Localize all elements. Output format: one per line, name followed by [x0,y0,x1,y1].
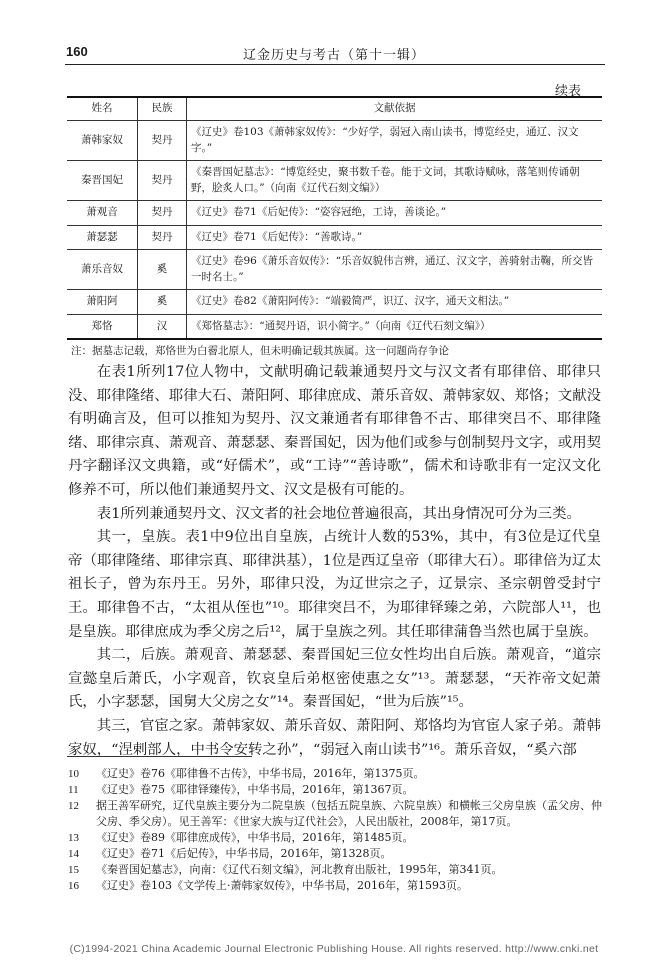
footnotes [68,766,603,894]
table-row [67,250,602,290]
footnote-text: 《辽史》卷103《文学传上·萧韩家奴传》，中华书局，2016年，第1593页。 [96,879,468,892]
cell-name: 萧观音 [67,201,138,226]
cell-ethnicity: 汉 [138,314,187,339]
table-row [67,225,602,250]
page-number: 160 [66,44,88,59]
footnote-text: 《辽史》卷76《耶律鲁不古传》，中华书局，2016年，第1375页。 [96,767,425,780]
footnote [68,878,603,894]
table-row [67,290,602,315]
cell-ethnicity: 奚 [138,290,187,315]
footnote [68,862,603,878]
footnote-number: 15 [68,864,79,876]
footnote-text: 《辽史》卷89《耶律庶成传》，中华书局，2016年，第1485页。 [96,831,414,844]
footnote-rule [67,756,252,757]
footnote [68,766,603,782]
cell-source: 《辽史》卷71《后妃传》：“善歌诗。” [187,225,603,250]
footnote-number: 10 [68,768,79,780]
body-paragraph: 表1所列兼通契丹文、汉文者的社会地位普遍很高，其出身情况可分为三类。 [96,505,581,522]
body-text [68,361,601,762]
cell-name: 郑恪 [67,314,138,339]
continued-label: 续表 [555,84,582,99]
table-header-row [67,97,602,121]
column-header-ethnicity: 民族 [138,97,187,121]
footnote-text: 《辽史》卷71《后妃传》，中华书局，2016年，第1328页。 [96,847,392,860]
table-row [67,121,602,161]
table-row [67,161,602,201]
column-header-source: 文献依据 [187,97,603,121]
cell-name: 萧韩家奴 [67,121,138,161]
body-paragraph: 在表1所列17位人物中，文献明确记载兼通契丹文与汉文者有耶律倍、耶律只没、耶律隆绪、耶律大石、萧阳阿、耶律庶成、萧乐音奴、萧韩家奴、郑恪；文献没有明确言及，但可以推知为契丹、汉文兼通者有耶律鲁不古、耶律突吕不、耶律隆绪、耶律宗真、萧观音、萧瑟瑟、秦晋国妃，因为他们或参与创制契丹文字，或用契丹字翻译汉文典籍，或“好儒术”，或“工诗”“善诗歌”，儒术和诗歌非有一定汉文化修养不可，所以他们兼通契丹文、汉文是极有可能的。 [68,364,601,498]
cell-source: 《辽史》卷96《萧乐音奴传》：“乐音奴貌伟言辨，通辽、汉文字，善骑射击鞠，所交皆一时名士。” [187,250,603,290]
cell-ethnicity: 奚 [138,250,187,290]
cell-name: 秦晋国妃 [67,161,138,201]
cell-source: 《秦晋国妃墓志》：“博览经史，聚书数千卷。能于文词，其歌诗赋咏，落笔则传诵朝野，脍炙人口。”（向南《辽代石刻文编》） [187,161,603,201]
footnote [68,798,603,830]
cell-source: 《辽史》卷82《萧阳阿传》：“端毅简严，识辽、汉字，通天文相法。” [187,290,603,315]
cell-name: 萧乐音奴 [67,250,138,290]
cell-ethnicity: 契丹 [138,201,187,226]
header-rule [65,64,605,65]
cell-source: 《辽史》卷103《萧韩家奴传》：“少好学，弱冠入南山读书，博览经史，通辽、汉文字。” [187,121,603,161]
table-row [67,201,602,226]
cell-name: 萧瑟瑟 [67,225,138,250]
footnote [68,830,603,846]
body-paragraph: 其一，皇族。表1中9位出自皇族，占统计人数的53%，其中，有3位是辽代皇帝（耶律隆绪、耶律宗真、耶律洪基），1位是西辽皇帝（耶律大石）。耶律倍为辽太祖长子，曾为东丹王。另外，耶律只没，为辽世宗之子，辽景宗、圣宗朝曾受封宁王。耶律鲁不古，“太祖从侄也”¹⁰。耶律突吕不，为耶律铎臻之弟，六院部人¹¹，也是皇族。耶律庶成为季父房之后¹²，属于皇族之列。其任耶律蒲鲁当然也属于皇族。 [68,529,601,640]
copyright-footer: (C)1994-2021 China Academic Journal Electronic Publishing House. All rights reserved. http://www.cnki.net [69,943,599,955]
footnote-number: 16 [68,880,79,892]
footnote-text: 《秦晋国妃墓志》，向南：《辽代石刻文编》，河北教育出版社，1995年，第341页。 [96,863,503,876]
footnote [68,846,603,862]
footnote-text: 据王善军研究，辽代皇族主要分为二院皇族（包括五院皇族、六院皇族）和横帐三父房皇族（孟父房、仲父房、季父房）。见王善军：《世家大族与辽代社会》，人民出版社，2008年，第17页。 [96,799,602,828]
footnote-text: 《辽史》卷75《耶律铎臻传》，中华书局，2016年，第1367页。 [96,783,414,796]
footnote-number: 11 [68,784,79,796]
body-paragraph: 其二，后族。萧观音、萧瑟瑟、秦晋国妃三位女性均出自后族。萧观音，“道宗宣懿皇后萧氏，小字观音，钦哀皇后弟枢密使惠之女”¹³。萧瑟瑟，“天祚帝文妃萧氏，小字瑟瑟，国舅大父房之女”¹⁴。秦晋国妃，“世为后族”¹⁵。 [68,647,601,711]
cell-name: 萧阳阿 [67,290,138,315]
cell-ethnicity: 契丹 [138,121,187,161]
footnote [68,782,603,798]
footnote-number: 12 [68,800,79,812]
cell-source: 《辽史》卷71《后妃传》：“姿容冠绝，工诗，善谈论。” [187,201,603,226]
table-body [67,121,602,340]
footnote-number: 14 [68,848,79,860]
cell-source: 《郑恪墓志》：“通契丹语，识小简字。”（向南《辽代石刻文编》） [187,314,603,339]
column-header-name: 姓名 [67,97,138,121]
table-note: 注：据墓志记载，郑恪世为白霫北原人，但未明确记载其族属。这一问题尚存争论 [71,345,449,357]
cell-ethnicity: 契丹 [138,161,187,201]
source-table [67,96,602,340]
footnote-number: 13 [68,832,79,844]
table-row [67,314,602,339]
body-paragraph: 其三，官宦之家。萧韩家奴、萧乐音奴、萧阳阿、郑恪均为官宦人家子弟。萧韩家奴，“涅剌部人，中书令安转之孙”，“弱冠入南山读书”¹⁶。萧乐音奴，“奚六部 [68,717,601,758]
cell-ethnicity: 契丹 [138,225,187,250]
running-title: 辽金历史与考古（第十一辑） [242,48,425,63]
